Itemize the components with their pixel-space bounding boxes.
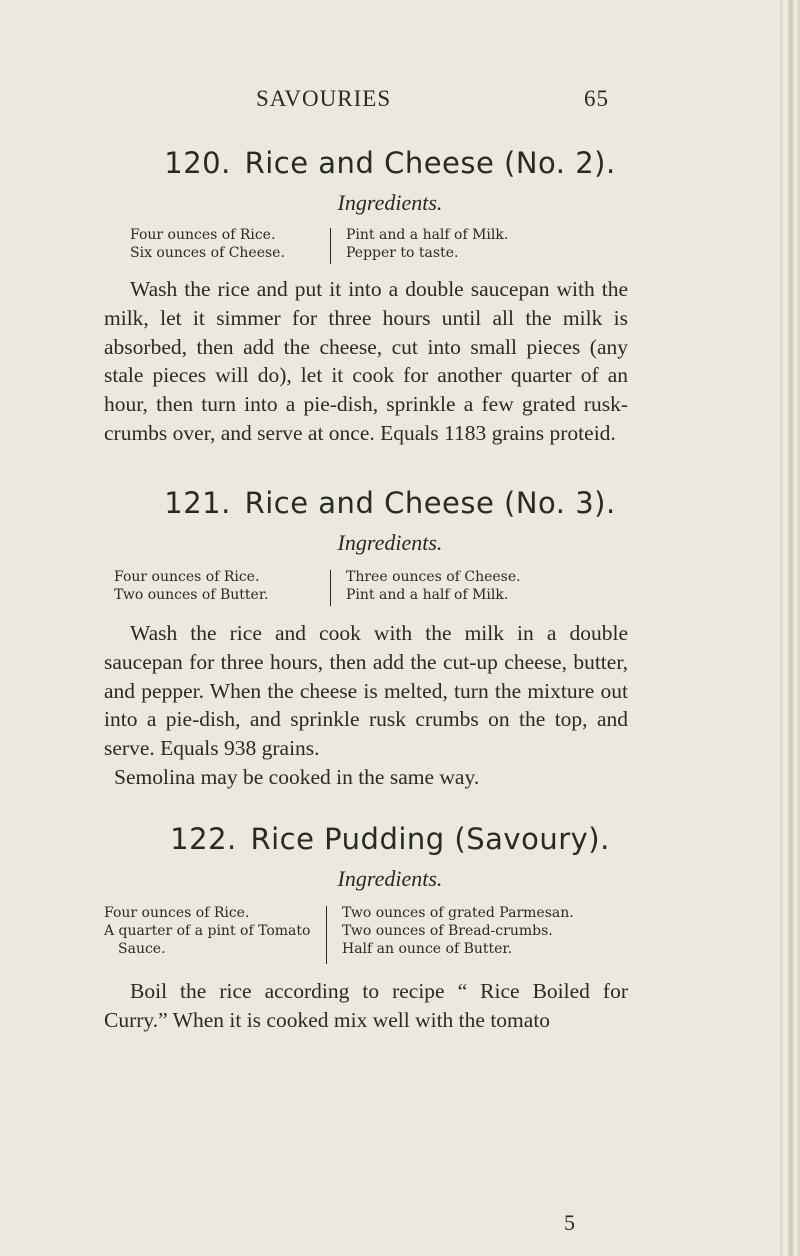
ingredients-heading: Ingredients. — [337, 866, 443, 891]
ingredient: Six ounces of Cheese. — [130, 245, 285, 261]
recipe-title: Rice Pudding (Savoury). — [250, 822, 610, 856]
column-divider — [330, 570, 331, 606]
recipe-title: Rice and Cheese (No. 3). — [244, 486, 616, 520]
recipe-number: 122. — [170, 822, 237, 856]
recipe-121-note: Semolina may be cooked in the same way. — [114, 765, 480, 789]
recipe-120-title — [0, 146, 780, 180]
signature-mark: 5 — [564, 1210, 575, 1235]
recipe-number: 121. — [164, 486, 231, 520]
page-header — [0, 86, 780, 116]
recipe-121-title — [0, 486, 780, 520]
ingredient: Sauce. — [118, 941, 166, 957]
ingredient: Three ounces of Cheese. — [346, 569, 521, 585]
running-title: SAVOURIES — [256, 86, 392, 111]
recipe-122-method: Boil the rice according to recipe “ Rice Boiled for Curry.” When it is cooked mix well with the tomato — [104, 979, 628, 1032]
page-edge — [780, 0, 800, 1256]
ingredient: Two ounces of Bread-crumbs. — [342, 923, 553, 939]
recipe-122-ingredients — [0, 904, 780, 964]
column-divider — [326, 906, 327, 964]
ingredients-right-column — [346, 568, 521, 604]
recipe-title: Rice and Cheese (No. 2). — [244, 146, 616, 180]
recipe-120-ingredients — [0, 226, 780, 266]
ingredients-left-column — [130, 226, 285, 262]
ingredients-right-column — [342, 904, 574, 958]
ingredients-left-column — [114, 568, 268, 604]
ingredient: A quarter of a pint of Tomato — [104, 923, 311, 939]
page-number: 65 — [584, 86, 609, 111]
ingredient: Pint and a half of Milk. — [346, 587, 509, 603]
recipe-120-method: Wash the rice and put it into a double saucepan with the milk, let it simmer for three hours until all the milk is absorbed, then add the cheese, cut into small pieces (any stale pieces will do), let it cook for another quarter of an hour, then turn into a pie-dish, sprinkle a few grated rusk-crumbs over, and serve at once. Equals 1183 grains proteid. — [104, 277, 628, 445]
recipe-121-ingredients — [0, 568, 780, 608]
recipe-121-method: Wash the rice and cook with the milk in a double saucepan for three hours, then add the cut-up cheese, butter, and pepper. When the cheese is melted, turn the mixture out into a pie-dish, and sprinkle rusk crumbs on the top, and serve. Equals 938 grains. — [104, 621, 628, 761]
ingredient: Pepper to taste. — [346, 245, 459, 261]
ingredients-right-column — [346, 226, 508, 262]
ingredient: Four ounces of Rice. — [114, 569, 260, 585]
ingredients-left-column — [104, 904, 310, 958]
ingredient: Four ounces of Rice. — [130, 227, 276, 243]
recipe-number: 120. — [164, 146, 231, 180]
column-divider — [330, 228, 331, 264]
ingredient: Four ounces of Rice. — [104, 905, 250, 921]
ingredients-heading: Ingredients. — [337, 530, 443, 555]
ingredients-heading: Ingredients. — [337, 190, 443, 215]
ingredient: Half an ounce of Butter. — [342, 941, 513, 957]
recipe-122-title — [0, 822, 780, 856]
ingredient: Two ounces of Butter. — [114, 587, 269, 603]
ingredient: Pint and a half of Milk. — [346, 227, 509, 243]
ingredient: Two ounces of grated Parmesan. — [342, 905, 574, 921]
